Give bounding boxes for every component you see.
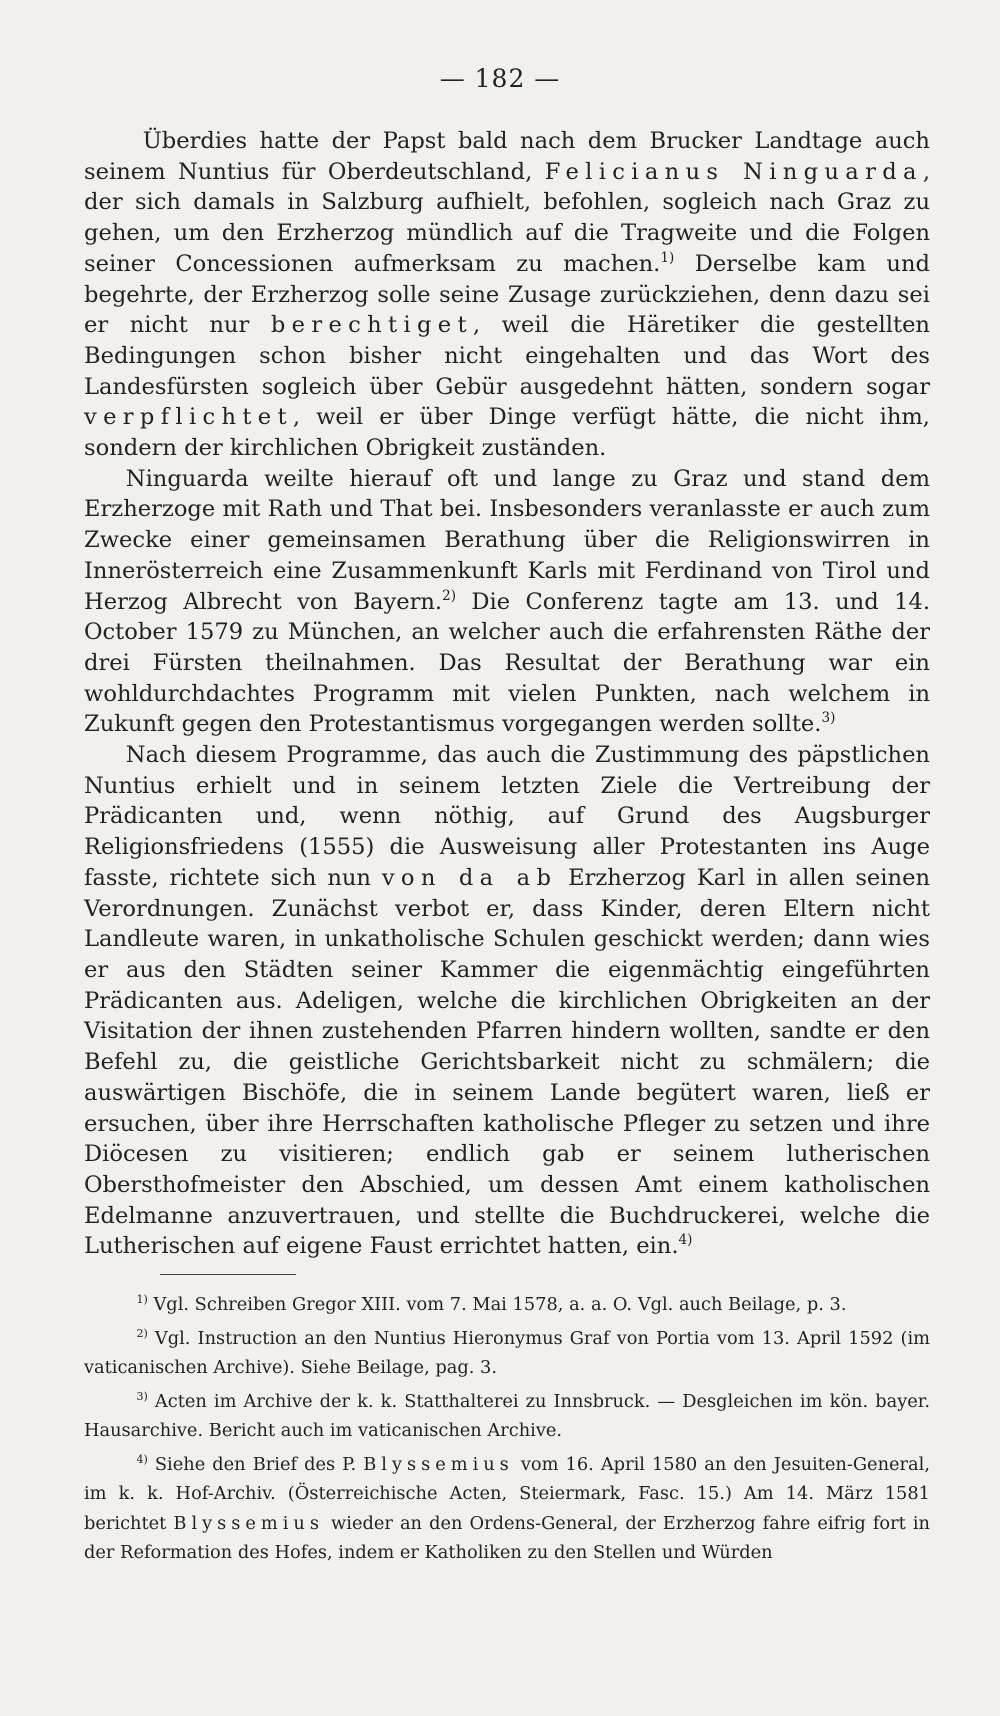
text-run: Derselbe kam und begehrte, der Erzherzog solle seine Zusage zurückziehen, denn dazu sei er nicht nur (84, 250, 930, 339)
footnote-3 (84, 1387, 930, 1446)
page-number: — 182 — (439, 64, 561, 93)
footnote-mark: 4) (136, 1452, 148, 1466)
text-run: Erzherzog Karl in allen seinen Verordnungen. Zunächst verbot er, dass Kinder, deren Eltern nicht Landleute waren, in unkatholische Schulen geschickt werden; dann wies er aus den Städten seiner Kammer die eigenmächtig eingeführten Prädicanten aus. Adeligen, welche die kirchlichen Obrigkeiten an der Visitation der ihnen zustehenden Pfarren hindern wollten, sandte er den Befehl zu, die geistliche Gerichtsbarkeit nicht zu schmälern; die auswärtigen Bischöfe, die in seinem Lande begütert waren, ließ er ersuchen, über ihre Herrschaften katholische Pfleger zu setzen und ihre Diöcesen zu visitieren; endlich gab er seinem lutherischen Obersthofmeister den Abschied, um dessen Amt einem katholischen Edelmanne anzuvertrauen, und stellte die Buchdruckerei, welche die Lutherischen auf eigene Faust errichtet hatten, ein. (84, 864, 930, 1260)
footnote-ref: 2) (442, 587, 457, 604)
spaced-name: Blyssemius (363, 1453, 514, 1475)
spaced-name: Felicianus Ninguarda (544, 158, 923, 185)
spaced-name: Blyssemius (173, 1512, 324, 1534)
footnote-text: wieder an den Ordens-General, der Erzherzog fahre eifrig fort in der Reformation des Hofes, indem er Katholiken zu den Stellen und Würden (84, 1512, 931, 1563)
text-run: Die Conferenz tagte am 13. und 14. October 1579 zu München, an welcher auch die erfahrensten Räthe der drei Fürsten theilnahmen. Das Resultat der Berathung war ein wohldurchdachtes Programm mit vielen Punkten, nach welchem in Zukunft gegen den Protestantismus vorgegangen werden sollte. (84, 588, 931, 738)
text-run: , weil die Häretiker die gestellten Bedingungen schon bisher nicht eingehalten und das Wort des Landesfürsten sogleich über Gebür ausgedehnt hätten, sondern sogar (84, 312, 930, 400)
footnote-text: Acten im Archive der k. k. Statthalterei zu Innsbruck. — Desgleichen im kön. bayer. Hausarchive. Bericht auch im vaticanischen Archive. (84, 1390, 930, 1441)
text-run: Überdies hatte der Papst bald nach dem Brucker Landtage auch seinem Nuntius für Oberdeutschland, (84, 128, 930, 185)
footnote-text: Vgl. Schreiben Gregor XIII. vom 7. Mai 1578, a. a. O. Vgl. auch Beilage, p. 3. (147, 1294, 847, 1315)
main-text (84, 126, 930, 1262)
paragraph-2 (84, 464, 930, 740)
footnote-text: Vgl. Instruction an den Nuntius Hieronymus Graf von Portia vom 13. April 1592 (im vaticanischen Archive). Siehe Beilage, pag. 3. (84, 1327, 930, 1378)
text-run: Ninguarda weilte hierauf oft und lange zu Graz und stand dem Erzherzoge mit Rath und That bei. Insbesonders veranlasste er auch zum Zwecke einer gemeinsamen Berathung über die Religionswirren in Innerösterreich eine Zusammenkunft Karls mit Ferdinand von Tirol und Herzog Albrecht von Bayern. (84, 465, 930, 615)
footnote-mark: 1) (136, 1292, 148, 1306)
paragraph-3 (84, 740, 930, 1262)
footnote-divider (160, 1274, 296, 1275)
footnote-mark: 3) (136, 1389, 148, 1403)
footnote-2 (84, 1324, 930, 1383)
footnote-ref: 4) (678, 1232, 693, 1249)
footnote-mark: 2) (136, 1326, 148, 1340)
spaced-emphasis: verpflichtet (84, 404, 293, 431)
footnotes (84, 1290, 930, 1572)
footnote-4 (84, 1450, 930, 1568)
spaced-emphasis: berechtiget (270, 312, 473, 339)
footnote-ref: 3) (821, 710, 836, 727)
text-run: Nach diesem Programme, das auch die Zustimmung des päpstlichen Nuntius erhielt und in seinem letzten Ziele die Vertreibung der Prädicanten und, wenn nöthig, auf Grund des Augsburger Religionsfriedens (1555) die Ausweisung aller Protestanten ins Auge fasste, richtete sich nun (84, 742, 930, 891)
spaced-emphasis: von da ab (381, 864, 558, 891)
footnote-text: Siehe den Brief des P. (147, 1453, 364, 1475)
footnote-ref: 1) (660, 250, 675, 266)
text-run: , der sich damals in Salzburg aufhielt, befohlen, sogleich nach Graz zu gehen, um den Erzherzog mündlich auf die Tragweite und die Folgen seiner Concessionen aufmerksam zu machen. (84, 158, 930, 277)
paragraph-1 (84, 126, 930, 464)
footnote-1 (84, 1290, 930, 1320)
footnote-text: vom 16. April 1580 an den Jesuiten-General, im k. k. Hof-Archiv. (Österreichische Acten, Steiermark, Fasc. 15.) Am 14. März 1581 berichtet (84, 1453, 930, 1534)
text-run: , weil er über Dinge verfügt hätte, die nicht ihm, sondern der kirchlichen Obrigkeit zuständen. (84, 404, 930, 462)
